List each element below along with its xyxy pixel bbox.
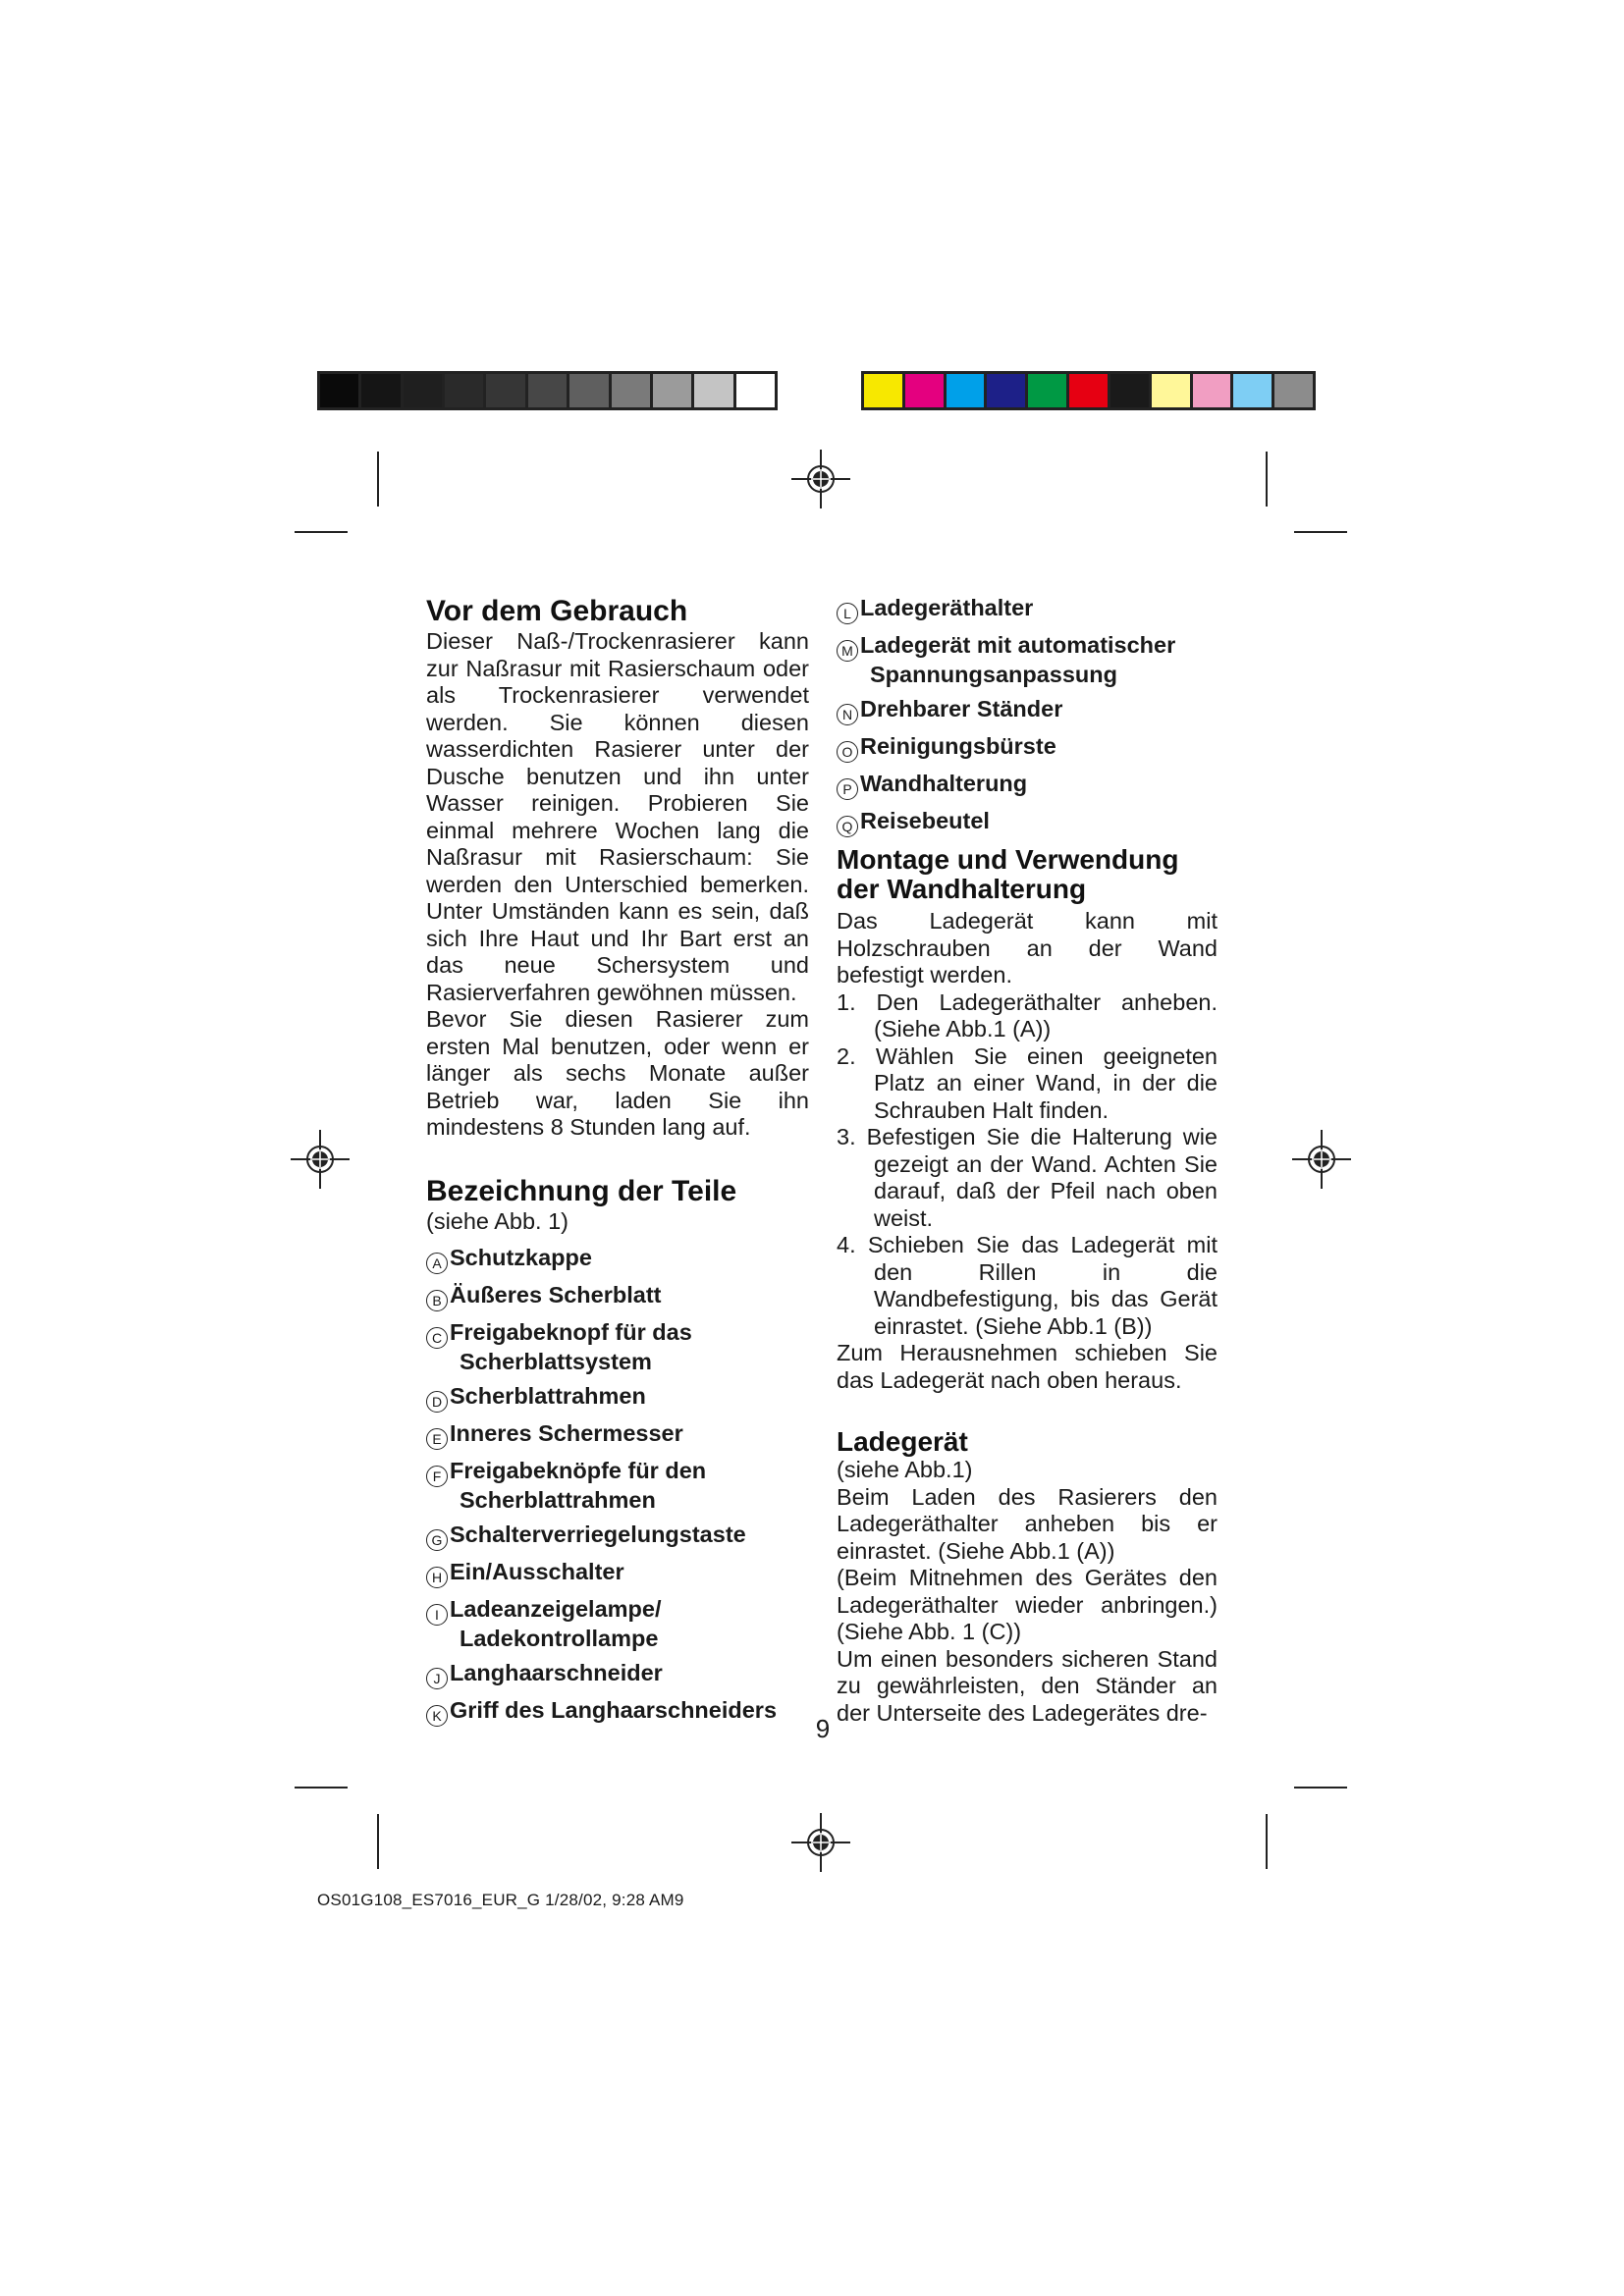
part-item	[426, 1660, 809, 1689]
part-item	[426, 1697, 809, 1727]
wall-mount-steps	[837, 989, 1218, 1341]
grayscale-swatch	[445, 374, 486, 407]
section-title-bezeichnung-der-teile: Bezeichnung der Teile	[426, 1174, 737, 1207]
part-item	[837, 595, 1218, 624]
grayscale-swatch	[653, 374, 694, 407]
part-label: Freigabeknopf für das Scherblattsystem	[450, 1319, 692, 1374]
part-label: Ladegerät mit automatischer Spannungsanpassung	[860, 632, 1176, 687]
part-label: Ein/Ausschalter	[450, 1559, 624, 1584]
right-column	[837, 595, 1218, 1727]
crop-mark-bottom-left-vertical	[377, 1814, 379, 1869]
figure-reference-ladegeraet: (siehe Abb.1)	[837, 1457, 973, 1482]
section-title-vor-dem-gebrauch: Vor dem Gebrauch	[426, 595, 688, 627]
registration-mark-bottom-icon	[791, 1813, 850, 1872]
color-swatch	[1069, 374, 1110, 407]
part-item	[426, 1282, 809, 1311]
parts-list-right	[837, 595, 1218, 837]
crop-mark-bottom-left-horizontal	[295, 1787, 348, 1789]
grayscale-swatch	[361, 374, 403, 407]
crop-mark-top-left-vertical	[377, 452, 379, 507]
charger-paragraph-1: Beim Laden des Rasierers den Ladegeräthalter anheben bis er einrastet. (Siehe Abb.1 (A))	[837, 1483, 1218, 1564]
print-footer: OS01G108_ES7016_EUR_G 1/28/02, 9:28 AM9	[317, 1891, 684, 1909]
part-letter-badge: L	[837, 603, 858, 624]
charging-note-paragraph: Bevor Sie diesen Rasierer zum ersten Mal benutzen, oder wenn er länger als sechs Monate außer Betrieb war, laden Sie ihn mindestens 8 Stunden lang auf.	[426, 1006, 809, 1140]
grayscale-swatch	[736, 374, 775, 407]
part-label: Reinigungsbürste	[860, 733, 1056, 759]
grayscale-calibration-bar	[317, 371, 778, 410]
color-calibration-bar	[861, 371, 1316, 410]
grayscale-swatch	[694, 374, 735, 407]
part-item	[837, 808, 1218, 837]
part-letter-badge: Q	[837, 816, 858, 837]
parts-list-left	[426, 1245, 809, 1727]
color-swatch	[987, 374, 1028, 407]
part-letter-badge: M	[837, 640, 858, 662]
part-letter-badge: O	[837, 741, 858, 763]
left-column	[426, 595, 809, 1735]
part-letter-badge: A	[426, 1253, 448, 1274]
part-item	[426, 1559, 809, 1588]
part-letter-badge: D	[426, 1391, 448, 1413]
part-letter-badge: P	[837, 778, 858, 800]
part-letter-badge: C	[426, 1327, 448, 1349]
color-swatch	[1193, 374, 1234, 407]
part-item	[426, 1383, 809, 1413]
part-label: Äußeres Scherblatt	[450, 1282, 662, 1308]
part-label: Langhaarschneider	[450, 1660, 663, 1685]
part-label: Schutzkappe	[450, 1245, 592, 1270]
part-label: Ladeanzeigelampe/ Ladekontrollampe	[450, 1596, 662, 1651]
part-label: Inneres Schermesser	[450, 1420, 683, 1446]
color-swatch	[947, 374, 988, 407]
part-letter-badge: K	[426, 1705, 448, 1727]
intro-paragraph: Dieser Naß-/Trockenrasierer kann zur Naßrasur mit Rasierschaum oder als Trockenrasierer verwendet werden. Sie können diesen wasserdichten Rasierer unter der Dusche benutzen und ihn unter Wasser reinigen. Probieren Sie einmal mehrere Wochen lang die Naßrasur mit Rasierschaum: Sie werden den Unterschied bemerken. Unter Umständen kann es sein, daß sich Ihre Haut und Ihr Bart erst an das neue Schersystem und Rasierverfahren gewöhnen müssen.	[426, 628, 809, 1005]
part-letter-badge: I	[426, 1604, 448, 1626]
crop-mark-top-left-horizontal	[295, 531, 348, 533]
part-item	[426, 1522, 809, 1551]
wall-mount-step: 3. Befestigen Sie die Halterung wie gezeigt an der Wand. Achten Sie darauf, daß der Pfeil nach oben weist.	[837, 1124, 1218, 1231]
part-label: Wandhalterung	[860, 771, 1028, 796]
charger-paragraph-3: Um einen besonders sicheren Stand zu gewährleisten, den Ständer an der Unterseite des Ladegerätes dre-	[837, 1645, 1218, 1726]
part-letter-badge: B	[426, 1290, 448, 1311]
part-label: Reisebeutel	[860, 808, 990, 833]
color-swatch	[905, 374, 947, 407]
part-item	[426, 1596, 809, 1652]
wall-mount-step: 1. Den Ladegeräthalter anheben. (Siehe Abb.1 (A))	[837, 988, 1218, 1041]
page-number: 9	[815, 1714, 831, 1743]
part-label: Drehbarer Ständer	[860, 696, 1063, 721]
section-title-wandhalterung: Montage und Verwendung der Wandhalterung	[837, 844, 1179, 904]
part-item	[837, 733, 1218, 763]
color-swatch	[1152, 374, 1193, 407]
crop-mark-bottom-right-vertical	[1266, 1814, 1268, 1869]
part-label: Freigabeknöpfe für den Scherblattrahmen	[450, 1458, 707, 1513]
registration-mark-left-icon	[291, 1130, 350, 1189]
part-letter-badge: E	[426, 1428, 448, 1450]
color-swatch	[1233, 374, 1274, 407]
part-item	[426, 1319, 809, 1375]
charger-paragraph-2: (Beim Mitnehmen des Gerätes den Ladegeräthalter wieder anbringen.) (Siehe Abb. 1 (C))	[837, 1565, 1218, 1644]
part-item	[837, 771, 1218, 800]
wall-mount-step: 2. Wählen Sie einen geeigneten Platz an einer Wand, in der die Schrauben Halt finden.	[837, 1042, 1218, 1123]
color-swatch	[864, 374, 905, 407]
crop-mark-top-right-vertical	[1266, 452, 1268, 507]
part-letter-badge: H	[426, 1567, 448, 1588]
part-letter-badge: J	[426, 1668, 448, 1689]
part-item	[837, 632, 1218, 688]
grayscale-swatch	[320, 374, 361, 407]
grayscale-swatch	[569, 374, 611, 407]
color-swatch	[1110, 374, 1152, 407]
part-letter-badge: G	[426, 1529, 448, 1551]
wall-mount-step: 4. Schieben Sie das Ladegerät mit den Rillen in die Wandbefestigung, bis das Gerät einrastet. (Siehe Abb.1 (B))	[837, 1232, 1218, 1339]
part-item	[837, 696, 1218, 725]
grayscale-swatch	[486, 374, 527, 407]
crop-mark-top-right-horizontal	[1294, 531, 1347, 533]
part-item	[426, 1245, 809, 1274]
part-label: Scherblattrahmen	[450, 1383, 646, 1409]
wall-mount-outro: Zum Herausnehmen schieben Sie das Ladegerät nach oben heraus.	[837, 1340, 1218, 1393]
grayscale-swatch	[528, 374, 569, 407]
registration-mark-right-icon	[1292, 1130, 1351, 1189]
part-item	[426, 1420, 809, 1450]
part-label: Ladegeräthalter	[860, 595, 1034, 620]
wall-mount-intro: Das Ladegerät kann mit Holzschrauben an der Wand befestigt werden.	[837, 908, 1218, 988]
crop-mark-bottom-right-horizontal	[1294, 1787, 1347, 1789]
part-letter-badge: F	[426, 1466, 448, 1487]
section-title-ladegeraet: Ladegerät	[837, 1426, 968, 1457]
color-swatch	[1028, 374, 1069, 407]
registration-mark-top-icon	[791, 450, 850, 508]
part-letter-badge: N	[837, 704, 858, 725]
part-label: Griff des Langhaarschneiders	[450, 1697, 778, 1723]
grayscale-swatch	[612, 374, 653, 407]
color-swatch	[1274, 374, 1313, 407]
figure-reference: (siehe Abb. 1)	[426, 1207, 569, 1234]
part-item	[426, 1458, 809, 1514]
part-label: Schalterverriegelungstaste	[450, 1522, 746, 1547]
grayscale-swatch	[404, 374, 445, 407]
